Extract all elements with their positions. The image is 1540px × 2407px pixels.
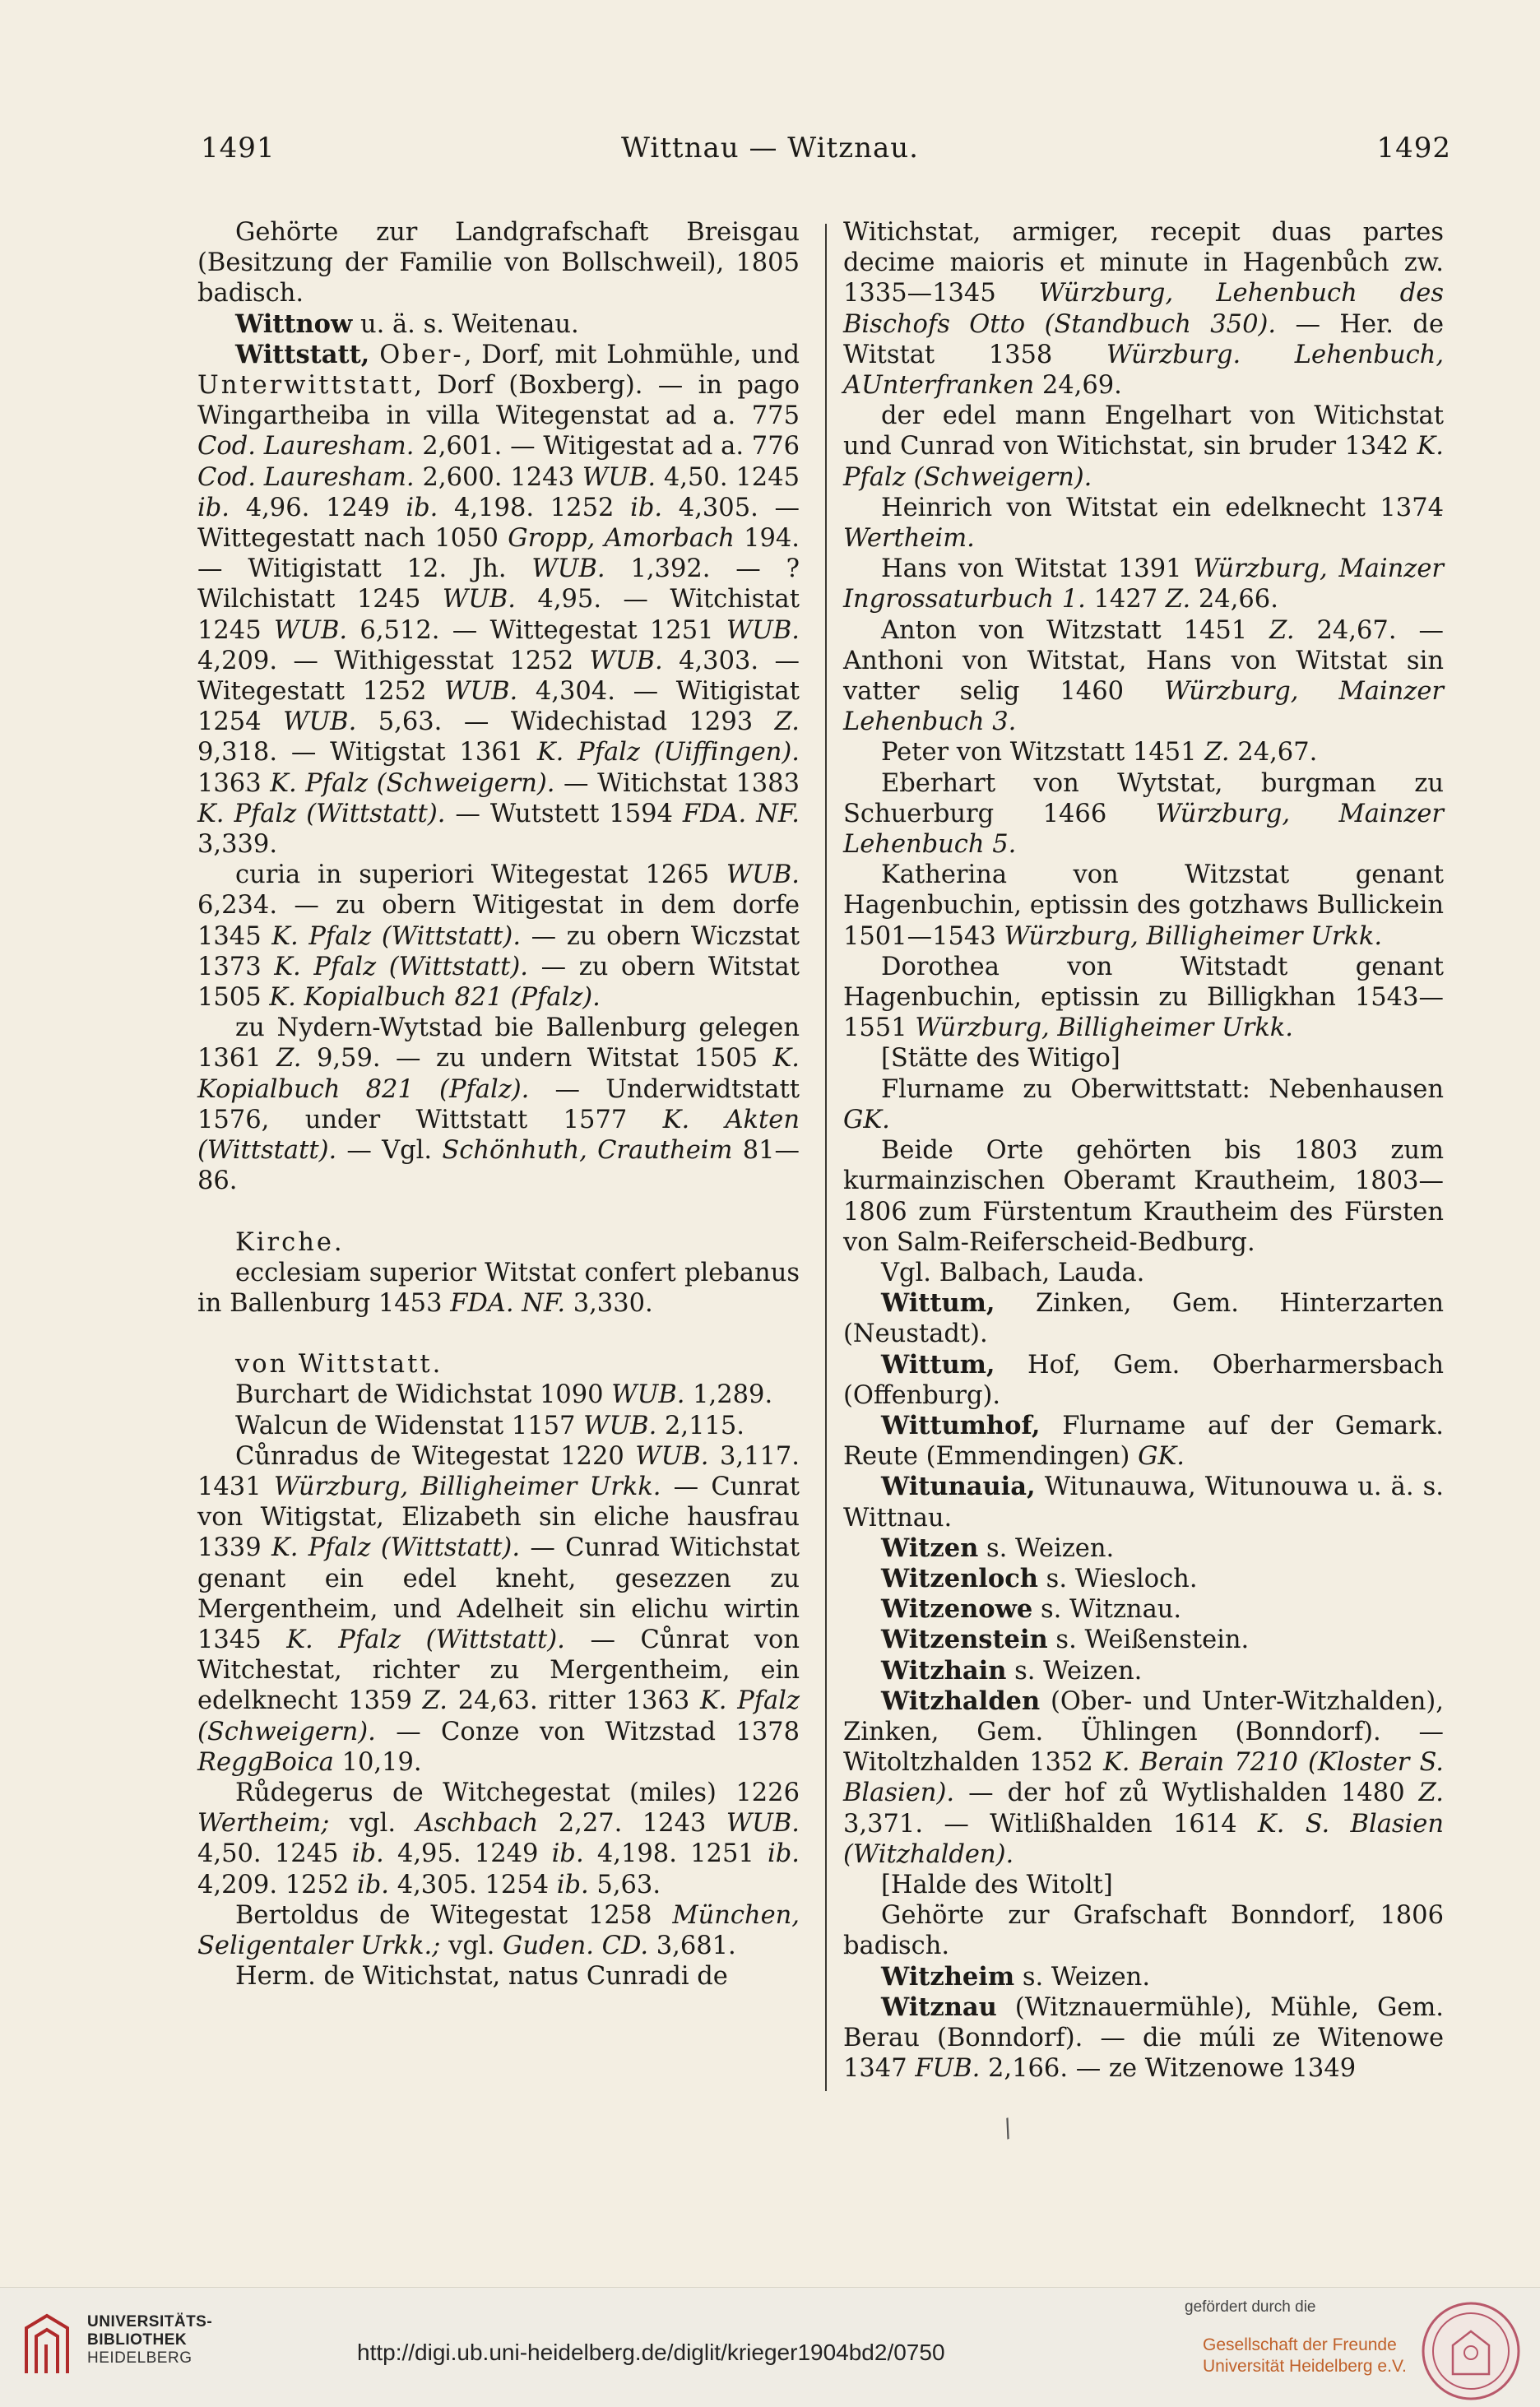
paragraph: Anton von Witzstatt 1451 Z. 24,67. — Anthoni von Witstat, Hans von Witstat sin vatter selig 1460 Würzburg, Mainzer Lehenbuch 3. <box>843 615 1445 737</box>
paragraph: Heinrich von Witstat ein edelknecht 1374 Wertheim. <box>843 493 1444 554</box>
entry-witzenowe: Witzenowe s. Witznau. <box>881 1594 1182 1625</box>
university-seal-icon <box>1420 2300 1522 2402</box>
paragraph: Katherina von Witzstat genant Hagenbuchin, eptissin des gotzhaws Bullickein 1501—1543 Würzburg, Billigheimer Urkk. <box>843 860 1444 951</box>
permalink-url[interactable]: http://digi.ub.uni-heidelberg.de/diglit/krieger1904bd2/0750 <box>357 2340 945 2365</box>
entry-witzenstein: Witzenstein s. Weißenstein. <box>881 1625 1250 1655</box>
paragraph: Beide Orte gehörten bis 1803 zum kurmainzischen Oberamt Krautheim, 1803—1806 zum Fürstentum Krautheim des Fürsten von Salm-Reiferscheid-Bedburg. <box>843 1136 1444 1257</box>
entry-witzenloch: Witzenloch s. Wiesloch. <box>881 1563 1198 1593</box>
paragraph: Peter von Witzstatt 1451 Z. 24,67. <box>881 738 1318 768</box>
paragraph: Bertoldus de Witegestat 1258 München, Seligentaler Urkk.; vgl. Guden. CD. 3,681. <box>197 1900 800 1960</box>
right-column <box>843 217 1444 2084</box>
funded-by-label: gefördert durch die <box>1185 2298 1316 2316</box>
paragraph: Gehörte zur Grafschaft Bonndorf, 1806 badisch. <box>843 1901 1444 1961</box>
right-page-number: 1492 <box>1376 132 1451 165</box>
paragraph: Burchart de Widichstat 1090 WUB. 1,289. <box>235 1380 773 1410</box>
column-divider <box>825 224 827 2091</box>
entry-witunauia: Witunauia, Witunauwa, Witunouwa u. ä. s. Wittnau. <box>843 1472 1444 1533</box>
entry-witzhain: Witzhain s. Weizen. <box>881 1655 1143 1686</box>
paragraph: Witichstat, armiger, recepit duas partes decime maioris et minute in Hagenbůch zw. 1335—1345 Würzburg, Lehenbuch des Bischofs Otto (Standbuch 350). — Her. de Witstat 1358 Würzburg. Lehenbuch, AUnterfranken 24,69. <box>843 218 1445 401</box>
stray-pencil-mark: / <box>999 2113 1017 2144</box>
paragraph: Růdegerus de Witchegestat (miles) 1226 Wertheim; vgl. Aschbach 2,27. 1243 WUB. 4,50. 1245 ib. 4,95. 1249 ib. 4,198. 1251 ib. 4,209. 1252 ib. 4,305. 1254 ib. 5,63. <box>197 1778 800 1899</box>
entry-witzheim: Witzheim s. Weizen. <box>881 1961 1151 1992</box>
paragraph: Flurname zu Oberwittstatt: Nebenhausen GK. <box>843 1074 1444 1134</box>
entry-wittum-hof: Wittum, Hof, Gem. Oberharmersbach (Offenburg). <box>843 1349 1444 1410</box>
entry-witzen: Witzen s. Weizen. <box>881 1533 1115 1563</box>
paragraph: curia in superiori Witegestat 1265 WUB. 6,234. — zu obern Witigestat in dem dorfe 1345 K. Pfalz (Wittstatt). — zu obern Wiczstat 1373 K. Pfalz (Wittstatt). — zu obern Witstat 1505 K. Kopialbuch 821 (Pfalz). <box>197 860 800 1013</box>
paragraph: der edel mann Engelhart von Witichstat und Cunrad von Witichstat, sin bruder 1342 K. Pfalz (Schweigern). <box>843 401 1444 492</box>
library-logo-icon[interactable] <box>18 2312 76 2377</box>
left-page-number: 1491 <box>201 132 276 165</box>
entry-witznau: Witznau (Witznauermühle), Mühle, Gem. Berau (Bonndorf). — die múli ze Witenowe 1347 FUB. 2,166. — ze Witzenowe 1349 <box>843 1992 1444 2084</box>
paragraph: Eberhart von Wytstat, burgman zu Schuerburg 1466 Würzburg, Mainzer Lehenbuch 5. <box>843 768 1444 860</box>
paragraph: Walcun de Widenstat 1157 WUB. 2,115. <box>235 1411 745 1440</box>
section-heading-kirche: Kirche. <box>235 1227 345 1257</box>
paragraph: [Stätte des Witigo] <box>881 1044 1120 1074</box>
section-heading-von-wittstatt: von Wittstatt. <box>235 1350 443 1380</box>
paragraph: Hans von Witstat 1391 Würzburg, Mainzer Ingrossaturbuch 1. 1427 Z. 24,66. <box>843 554 1444 615</box>
left-column <box>197 217 800 1992</box>
entry-wittstatt: Wittstatt, Ober-, Dorf, mit Lohmühle, und Unterwittstatt, Dorf (Boxberg). — in pago Wingartheiba in villa Witegenstat ad a. 775 Cod. Lauresham. 2,601. — Witigestat ad a. 776 Cod. Lauresham. 2,600. 1243 WUB. 4,50. 1245 ib. 4,96. 1249 ib. 4,198. 1252 ib. 4,305. — Wittegestatt nach 1050 Gropp, Amorbach 194. — Witigistatt 12. Jh. WUB. 1,392. — ? Wilchistatt 1245 WUB. 4,95. — Witchistat 1245 WUB. 6,512. — Wittegestat 1251 WUB. 4,209. — Withigesstat 1252 WUB. 4,303. — Witegestatt 1252 WUB. 4,304. — Witigistat 1254 WUB. 5,63. — Widechistad 1293 Z. 9,318. — Witigstat 1361 K. Pfalz (Uiffingen). 1363 K. Pfalz (Schweigern). — Witichstat 1383 K. Pfalz (Wittstatt). — Wutstett 1594 FDA. NF. 3,339. <box>197 339 800 860</box>
entry-wittumhof: Wittumhof, Flurname auf der Gemark. Reute (Emmendingen) GK. <box>843 1410 1444 1472</box>
entry-witzhalden: Witzhalden (Ober- und Unter-Witzhalden), Zinken, Gem. Ühlingen (Bonndorf). — Witoltzhalden 1352 K. Berain 7210 (Kloster S. Blasien). — der hof zů Wytlishalden 1480 Z. 3,371. — Witlißhalden 1614 K. S. Blasien (Witzhalden). <box>843 1686 1444 1869</box>
library-name[interactable]: UNIVERSITÄTS- BIBLIOTHEK HEIDELBERG <box>87 2313 213 2367</box>
paragraph: Herm. de Witichstat, natus Cunradi de <box>235 1962 728 1992</box>
paragraph: Gehörte zur Landgrafschaft Breisgau (Besitzung der Familie von Bollschweil), 1805 badisch. <box>197 218 800 308</box>
paragraph: [Halde des Witolt] <box>881 1870 1113 1899</box>
paragraph: ecclesiam superior Witstat confert plebanus in Ballenburg 1453 FDA. NF. 3,330. <box>197 1258 800 1318</box>
paragraph: Cůnradus de Witegestat 1220 WUB. 3,117. 1431 Würzburg, Billigheimer Urkk. — Cunrat von Witigstat, Elizabeth sin eliche hausfrau 1339 K. Pfalz (Wittstatt). — Cunrad Witichstat genant ein edel kneht, gesezzen zu Mergentheim, und Adelheit sin elichu wirtin 1345 K. Pfalz (Wittstatt). — Cůnrat von Witchestat, richter zu Mergentheim, ein edelknecht 1359 Z. 24,63. ritter 1363 K. Pfalz (Schweigern). — Conze von Witzstad 1378 ReggBoica 10,19. <box>197 1441 800 1777</box>
society-name[interactable]: Gesellschaft der Freunde Universität Heidelberg e.V. <box>1203 2335 1407 2376</box>
entry-wittnow: Wittnow u. ä. s. Weitenau. <box>235 308 579 339</box>
entry-wittum-zinken: Wittum, Zinken, Gem. Hinterzarten (Neustadt). <box>843 1288 1444 1349</box>
paragraph: Dorothea von Witstadt genant Hagenbuchin, eptissin zu Billigkhan 1543—1551 Würzburg, Billigheimer Urkk. <box>843 952 1444 1043</box>
running-title: Wittnau — Witznau. <box>621 132 919 165</box>
paragraph: Vgl. Balbach, Lauda. <box>881 1258 1145 1287</box>
paragraph: zu Nydern-Wytstad bie Ballenburg gelegen 1361 Z. 9,59. — zu undern Witstat 1505 K. Kopialbuch 821 (Pfalz). — Underwidtstatt 1576, under Wittstatt 1577 K. Akten (Wittstatt). — Vgl. Schönhuth, Crautheim 81—86. <box>197 1013 800 1196</box>
